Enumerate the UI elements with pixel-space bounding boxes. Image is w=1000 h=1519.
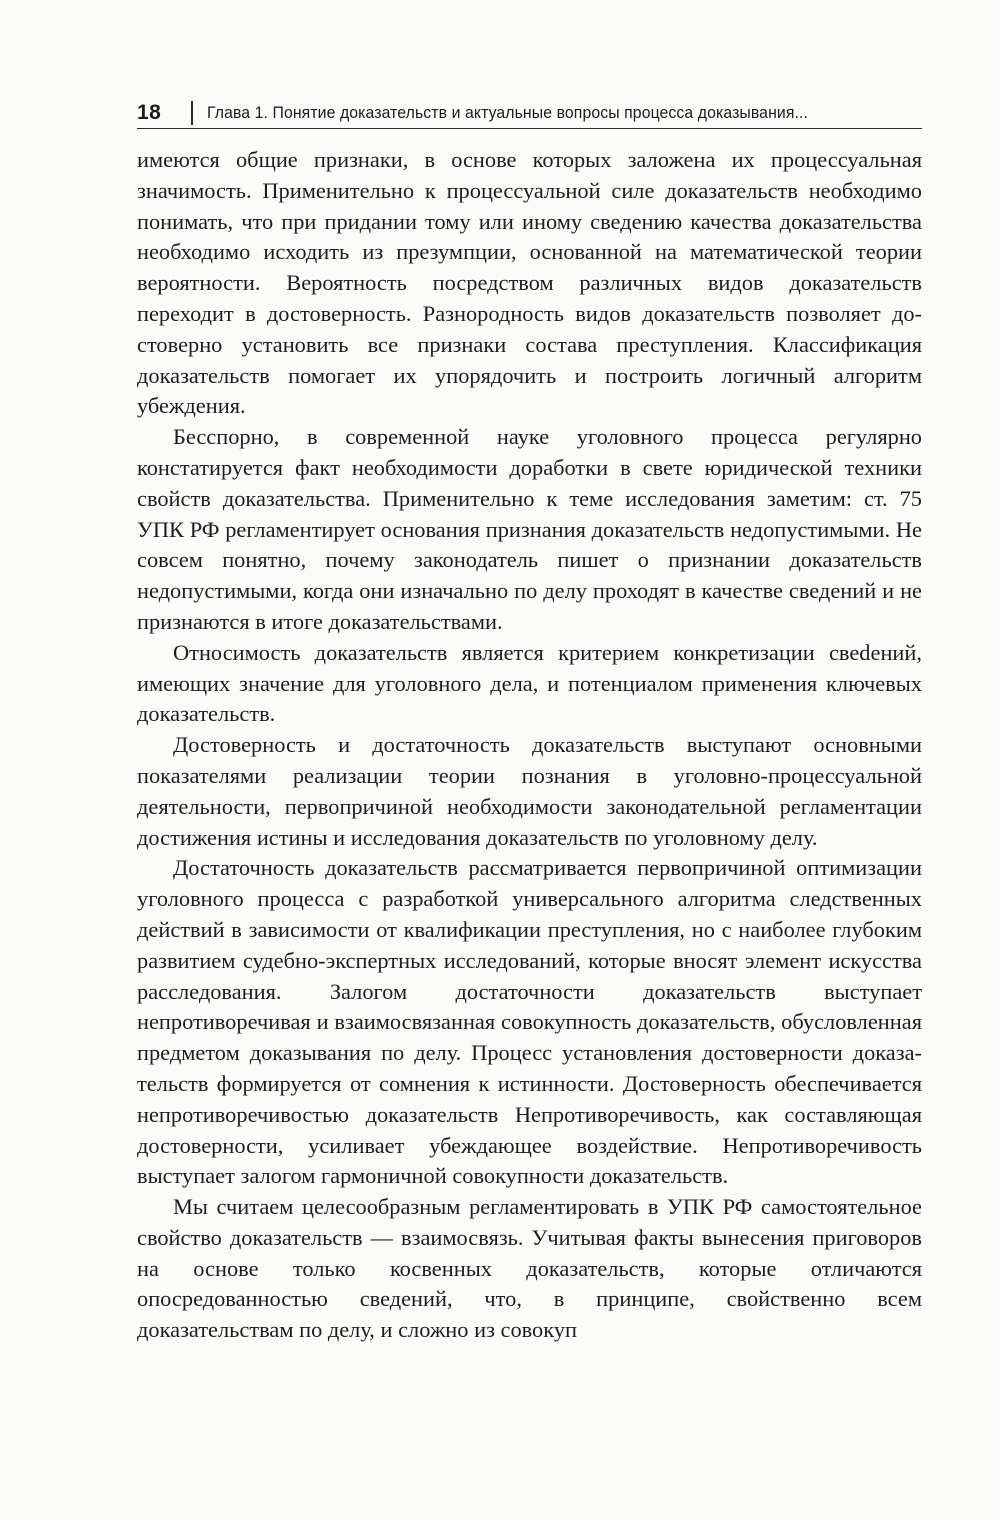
paragraph-continuation: имеются общие признаки, в основе которых заложена их процессуальная значимость. Применительно к процессуальной силе доказательств необходимо понимать, что при придании тому или иному сведению качества доказательства необходимо исходить из презумпции, основанной на математической теории вероятности. Вероятность посредством различных видов доказательств переходит в достоверность. Разнородность видов доказательств позволяет достоверно установить все признаки состава преступления. Классификация доказательств помогает их упорядочить и построить логичный алгоритм убеждения. (137, 147, 922, 419)
header-separator (191, 101, 193, 125)
paragraph: Относимость доказательств является критерием конкретизации свеdений, имеющих значение для уголовного дела, и потенциалом применения ключевых доказательств. (137, 639, 922, 727)
paragraph: Бесспорно, в современной науке уголовного процесса регулярно констатируется факт необходимости доработки в свете юридической техники свойств доказательства. Применительно к теме исследования заметим: ст. 75 УПК РФ регламентирует основания признания доказательств недопустимыми. Не совсем понятно, почему законодатель пишет о признании доказательств недопустимыми, когда они изначально по делу проходят в качестве сведений и не признаются в итоге доказательствами. (137, 424, 922, 634)
page-number: 18 (137, 101, 162, 124)
running-header (137, 98, 922, 129)
running-title: Глава 1. Понятие доказательств и актуальные вопросы процесса доказывания... (206, 103, 808, 122)
paragraph: Достоверность и достаточность доказательств выступают основными показателями реализации теории познания в уголовно-процессуальной деятельности, первопричиной необходимости законодательной регламентации достижения истины и исследования доказательств по уголовному делу. (137, 732, 922, 850)
paragraph: Мы считаем целесообразным регламентировать в УПК РФ самостоятельное свойство доказательств — взаимосвязь. Учитывая факты вынесения приговоров на основе только косвенных доказательств, которые отличаются опосредованностью сведений, что, в принципе, свойственно всем доказательствам по делу, и сложно из совокуп (137, 1194, 922, 1343)
body-text (137, 145, 922, 1346)
paragraph: Достаточность доказательств рассматривается первопричиной оптимизации уголовного процесса с разработкой универсального алгоритма следственных действий в зависимости от квалификации преступления, но с наиболее глубоким развитием судебно-экспертных исследований, которые вносят элемент искусства расследования. Залогом достаточности доказательств выступает непротиворечивая и взаимосвязанная совокупность доказательств, обусловленная предметом доказывания по делу. Процесс установления достоверности доказательств формируется от сомнения к истинности. Достоверность обеспечивается непротиворечивостью доказательств Непротиворечивость, как составляющая достоверности, усиливает убеждающее воздействие. Непротиворечивость выступает залогом гармоничной совокупности доказательств. (137, 855, 922, 1189)
